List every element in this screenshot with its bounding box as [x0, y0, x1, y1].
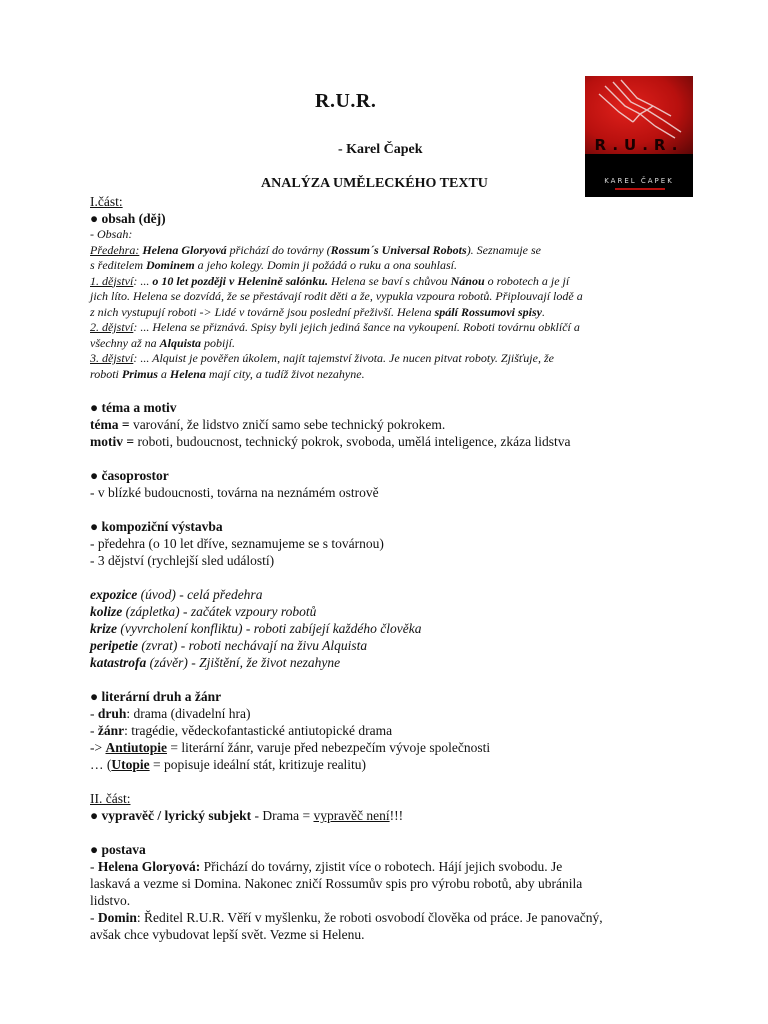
act1-line-3: z nich vystupují roboti -> Lidé v továrně jsou poslední přeživší. Helena spálí Rossumovi spisy. [90, 304, 545, 319]
act2-line-2: všechny až na Alquista pobijí. [90, 335, 236, 350]
kompozice-line-2: - 3 dějství (rychlejší sled událostí) [90, 553, 275, 568]
tema-heading: ● téma a motiv [90, 400, 177, 415]
document-heading: ANALÝZA UMĚLECKÉHO TEXTU [261, 176, 488, 191]
casoprostor-text: - v blízké budoucnosti, továrna na neznámém ostrově [90, 485, 379, 500]
druh-line-1: - druh: drama (divadelní hra) [90, 706, 251, 721]
motiv-line: motiv = roboti, budoucnost, technický pokrok, svoboda, umělá inteligence, zkáza lidstva [90, 434, 571, 449]
kompozice-line-1: - předehra (o 10 let dříve, seznamujeme se s továrnou) [90, 536, 384, 551]
tema-line: téma = varování, že lidstvo zničí samo sebe technický pokrokem. [90, 417, 446, 432]
kompozice-item: krize (vyvrcholení konfliktu) - roboti zabíjejí každého člověka [90, 621, 422, 636]
druh-heading: ● literární druh a žánr [90, 689, 222, 704]
cover-accent-line [615, 188, 665, 190]
cover-title: R.U.R. [594, 136, 684, 154]
helena-line-1: - Helena Gloryová: Přichází do továrny, zjistit více o robotech. Hájí jejich svobodu. Je [90, 859, 563, 874]
casoprostor-heading: ● časoprostor [90, 468, 169, 483]
part2-label: II. část: [90, 791, 131, 806]
document-body [90, 193, 690, 943]
postava-heading: ● postava [90, 842, 146, 857]
document-author: - Karel Čapek [338, 142, 423, 157]
kompozice-item: katastrofa (závěr) - Zjištění, že život nezahyne [90, 655, 341, 670]
cover-author: KAREL ČAPEK [604, 177, 674, 185]
act3-line-1: 3. dějství: ... Alquist je pověřen úkolem, najít tajemství života. Je nucen pitvat roboty. Zjišťuje, že [90, 351, 554, 365]
kompozice-item: peripetie (zvrat) - roboti nechávají na živu Alquista [90, 638, 368, 653]
obsah-sub: - Obsah: [90, 227, 133, 241]
act1-line-2: jich líto. Helena se dozvídá, že se přestávají rodit děti a že, vypukla vzpoura robotů. Připlouvají lodě a [90, 289, 583, 303]
act1-line-1: 1. dějství: ... o 10 let později v Helenině salónku. Helena se baví s chůvou Nánou o robotech a je jí [90, 273, 570, 288]
kompozice-heading: ● kompoziční výstavba [90, 519, 223, 534]
druh-line-3: -> Antiutopie = literární žánr, varuje před nebezpečím vývoje společnosti [90, 740, 491, 755]
druh-line-4: … (Utopie = popisuje ideální stát, kritizuje realitu) [90, 757, 367, 772]
book-cover-image [585, 76, 693, 197]
kompozice-item: kolize (zápletka) - začátek vzpoury robotů [90, 604, 317, 619]
kompozice-item: expozice (úvod) - celá předehra [90, 587, 263, 602]
obsah-heading: ● obsah (děj) [90, 211, 166, 226]
predehra-line-1: Předehra: Helena Gloryová přichází do továrny (Rossum´s Universal Robots). Seznamuje se [90, 242, 542, 257]
druh-line-2: - žánr: tragédie, vědeckofantastické antiutopické drama [90, 723, 393, 738]
predehra-line-2: s ředitelem Dominem a jeho kolegy. Domin ji požádá o ruku a ona souhlasí. [90, 258, 457, 272]
act2-line-1: 2. dějství: ... Helena se přiznává. Spisy byli jejich jediná šance na vykoupení. Roboti továrnu obklíčí a [90, 320, 580, 334]
helena-line-2: laskavá a vezme si Domina. Nakonec zničí Rossumův spis pro výrobu robotů, aby ubránila [90, 876, 583, 891]
domin-line-1: - Domin: Ředitel R.U.R. Věří v myšlenku, že roboti osvobodí člověka od práce. Je panovačný, [90, 910, 603, 925]
helena-line-3: lidstvo. [90, 893, 131, 908]
part1-label: I.část: [90, 194, 123, 209]
document-title: R.U.R. [315, 90, 377, 112]
domin-line-2: avšak chce vybudovat lepší svět. Vezme si Helenu. [90, 927, 365, 942]
act3-line-2: roboti Primus a Helena mají city, a tudíž život nezahyne. [90, 366, 365, 381]
vypravec-line: ● vypravěč / lyrický subjekt - Drama = vypravěč není!!! [90, 808, 404, 823]
